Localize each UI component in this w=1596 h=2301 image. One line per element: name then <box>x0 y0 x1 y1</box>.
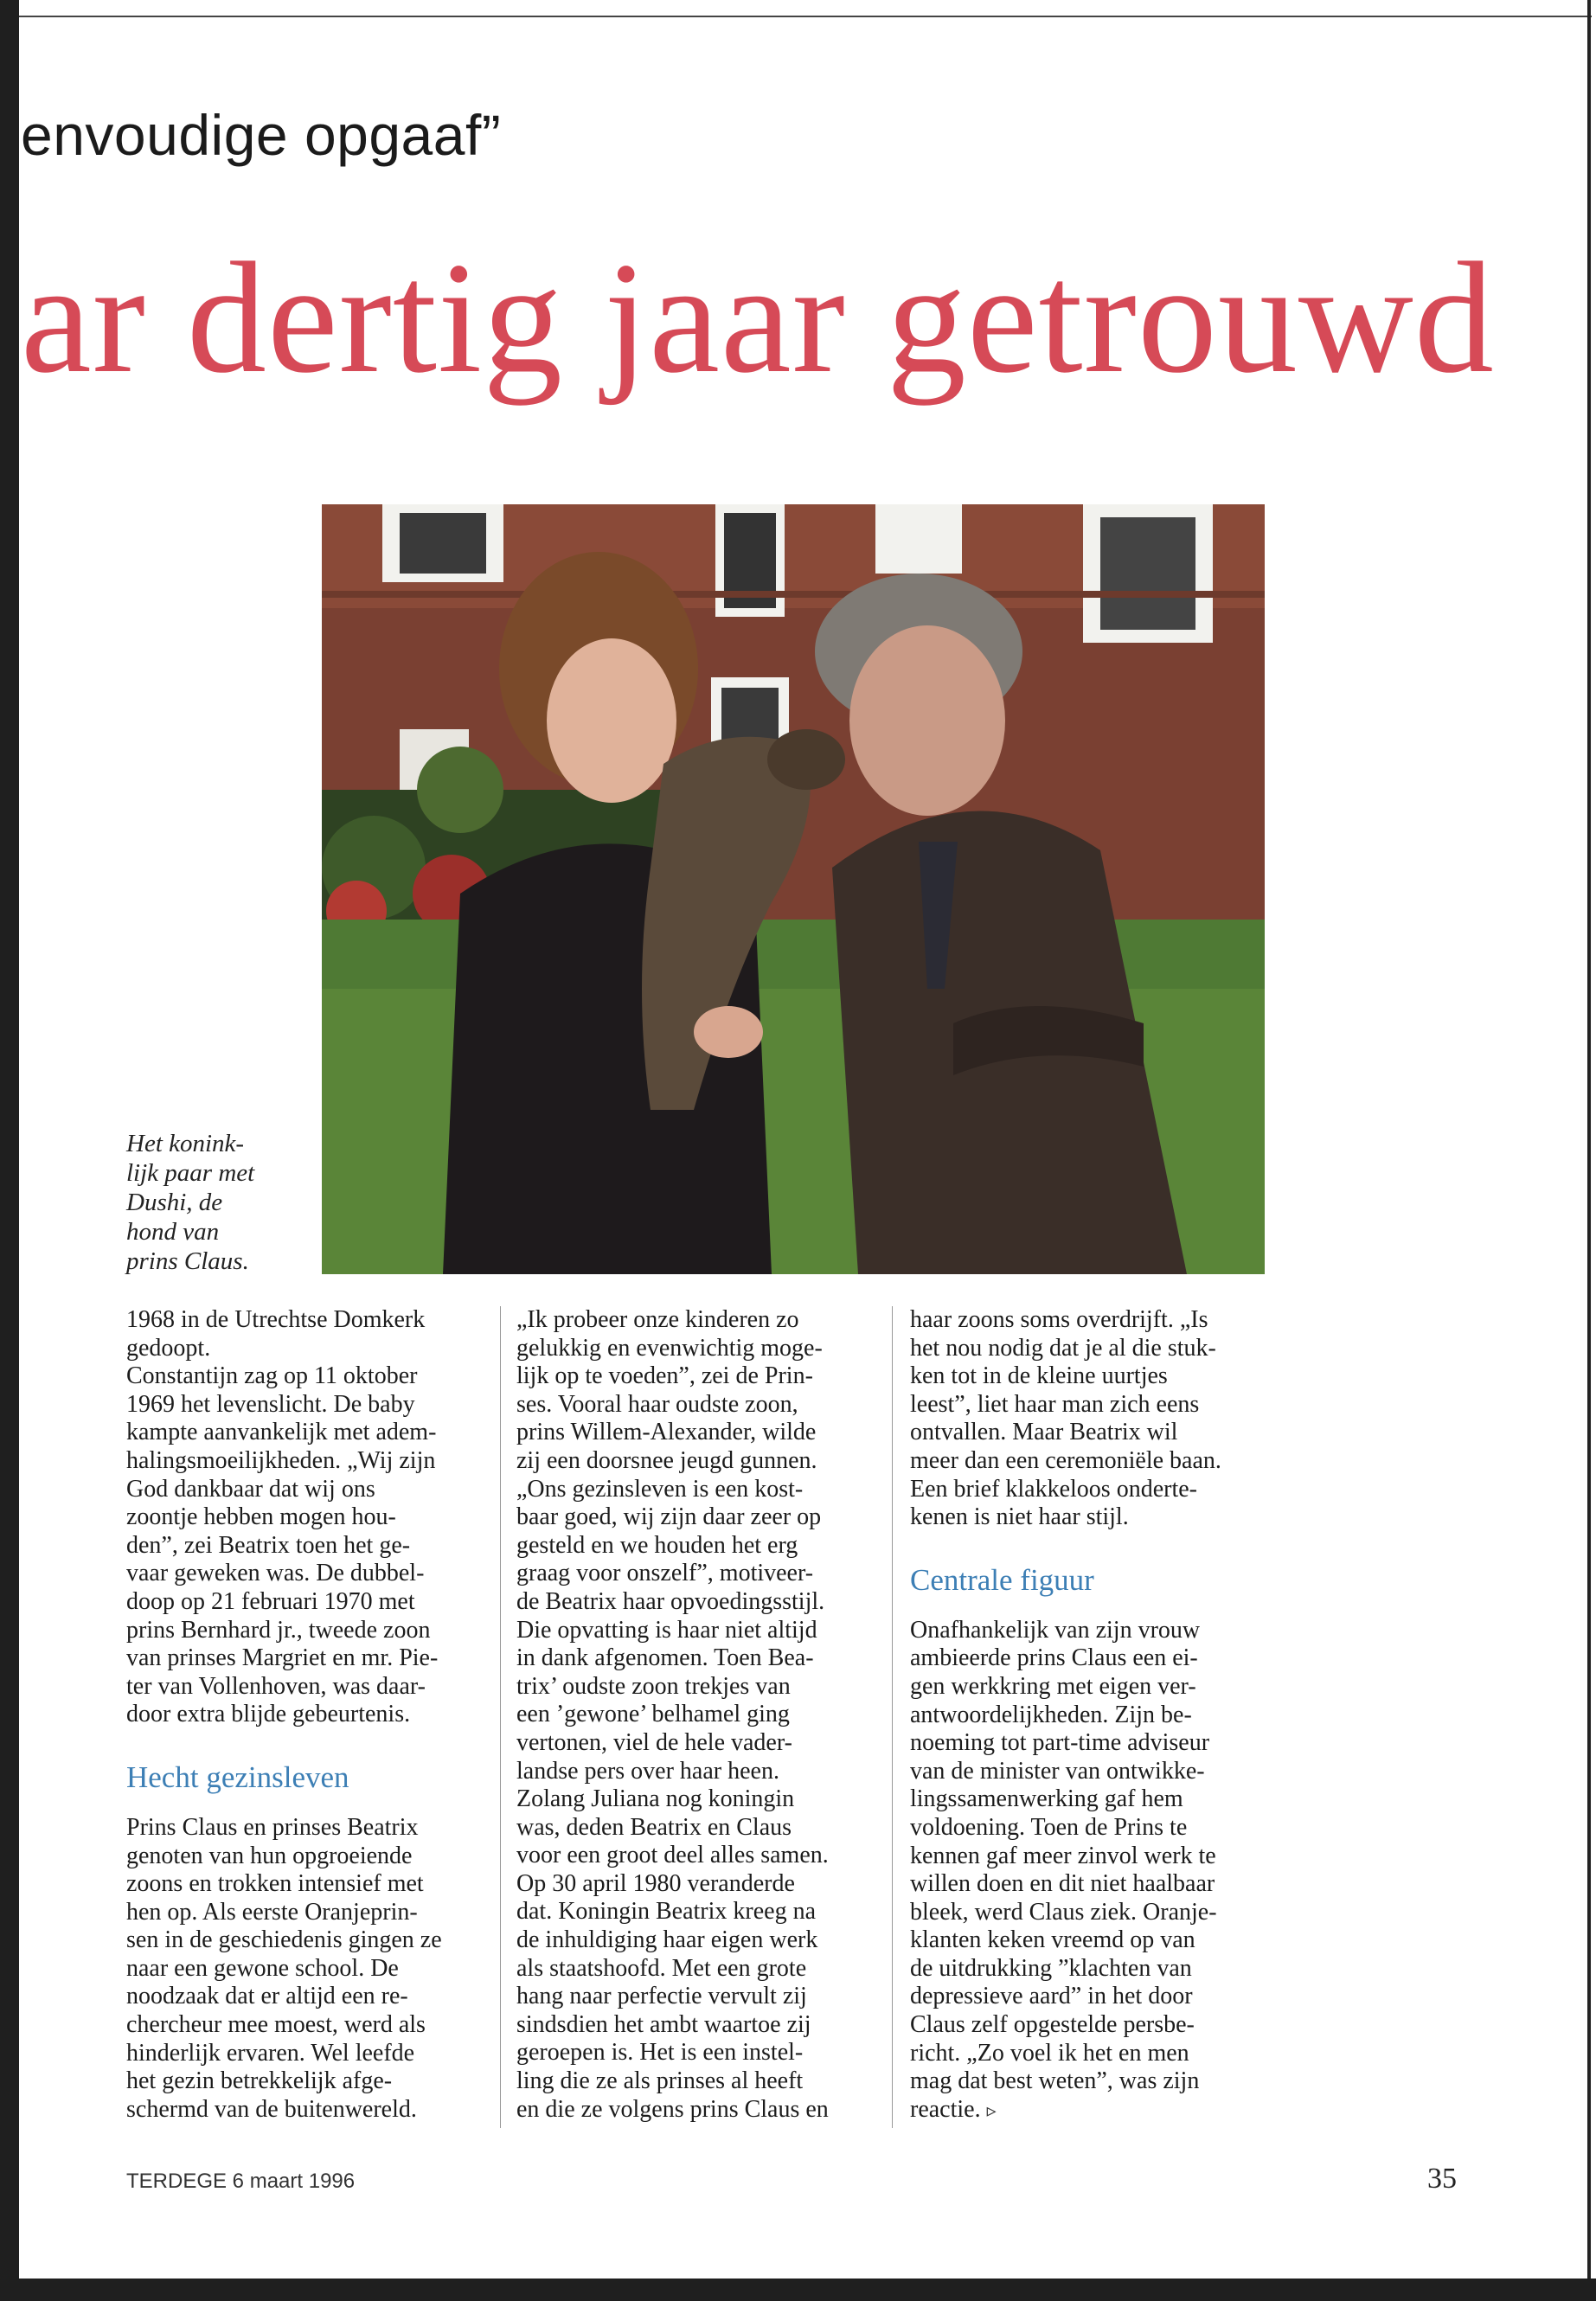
body-line: sindsdien het ambt waartoe zij <box>516 2010 811 2038</box>
caption-line: lijk paar met <box>126 1159 255 1187</box>
photo-royal-couple-with-dog-icon <box>322 504 1265 1274</box>
body-line: mag dat best weten”, was zijn <box>910 2067 1200 2095</box>
body-line: het nou nodig dat je al die stuk- <box>910 1334 1216 1362</box>
body-line: dat. Koningin Beatrix kreeg na <box>516 1898 817 1926</box>
body-line: 1969 het levenslicht. De baby <box>126 1390 415 1418</box>
section-heading-hecht-gezinsleven: Hecht gezinsleven <box>126 1759 349 1794</box>
article-column-2 <box>516 1306 871 2124</box>
scan-bottom-border <box>0 2279 1596 2301</box>
body-line: landse pers over haar heen. <box>516 1757 779 1785</box>
body-line: voor een groot deel alles samen. <box>516 1842 829 1869</box>
body-line: een ’gewone’ belhamel ging <box>516 1701 790 1728</box>
body-line: 1968 in de Utrechtse Domkerk <box>126 1306 426 1333</box>
body-line: ontvallen. Maar Beatrix wil <box>910 1419 1178 1446</box>
body-line: „Ik probeer onze kinderen zo <box>516 1306 799 1333</box>
body-line: hen op. Als eerste Oranjeprin- <box>126 1898 418 1926</box>
column-divider <box>892 1306 893 2128</box>
body-line: genoten van hun opgroeiende <box>126 1842 413 1869</box>
body-line: trix’ oudste zoon trekjes van <box>516 1672 791 1700</box>
section-heading-centrale-figuur: Centrale figuur <box>910 1562 1094 1597</box>
body-line: ling die ze als prinses al heeft <box>516 2067 804 2095</box>
body-line: naar een gewone school. De <box>126 1954 399 1982</box>
body-line: baar goed, wij zijn daar zeer op <box>516 1503 822 1531</box>
body-line: van de minister van ontwikke- <box>910 1757 1205 1785</box>
body-line: kenen is niet haar stijl. <box>910 1503 1129 1531</box>
scan-left-border <box>0 0 19 2301</box>
body-line: Zolang Juliana nog koningin <box>516 1785 795 1813</box>
body-line: noodzaak dat er altijd een re- <box>126 1983 408 2010</box>
body-line: gen werkkring met eigen ver- <box>910 1672 1196 1700</box>
body-line: voldoening. Toen de Prins te <box>910 1813 1188 1841</box>
end-of-article-icon: ▹ <box>986 2099 997 2121</box>
body-line: klanten keken vreemd op van <box>910 1926 1195 1954</box>
caption-line: Dushi, de <box>126 1189 223 1216</box>
body-line: Die opvatting is haar niet altijd <box>516 1616 817 1644</box>
body-line: halingsmoeilijkheden. „Wij zijn <box>126 1446 436 1474</box>
body-line: schermd van de buitenwereld. <box>126 2095 417 2123</box>
article-column-1 <box>126 1306 472 2124</box>
body-line: gedoopt. <box>126 1334 211 1362</box>
body-line: ambieerde prins Claus een ei- <box>910 1644 1198 1672</box>
body-line: Onafhankelijk van zijn vrouw <box>910 1616 1201 1644</box>
body-line: gelukkig en evenwichtig moge- <box>516 1334 823 1362</box>
caption-line: prins Claus. <box>126 1247 249 1275</box>
royal-couple-photo <box>322 504 1265 1274</box>
body-line: ter van Vollenhoven, was daar- <box>126 1672 426 1700</box>
body-line: meer dan een ceremoniële baan. <box>910 1446 1221 1474</box>
column-divider <box>500 1306 501 2128</box>
body-line: willen doen en dit niet haalbaar <box>910 1870 1215 1898</box>
body-line: prins Willem-Alexander, wilde <box>516 1419 817 1446</box>
body-line: chercheur mee moest, werd als <box>126 2011 426 2039</box>
body-line: van prinses Margriet en mr. Pie- <box>126 1644 439 1672</box>
body-line: doop op 21 februari 1970 met <box>126 1587 415 1615</box>
body-line: vertonen, viel de hele vader- <box>516 1728 792 1756</box>
body-line: God dankbaar dat wij ons <box>126 1475 375 1503</box>
body-line: kennen gaf meer zinvol werk te <box>910 1842 1216 1869</box>
body-line: de inhuldiging haar eigen werk <box>516 1926 818 1954</box>
body-line: zoons en trokken intensief met <box>126 1870 424 1898</box>
article-column-3 <box>910 1306 1273 2125</box>
body-line: als staatshoofd. Met een grote <box>516 1954 807 1982</box>
right-rule <box>1587 0 1591 2301</box>
body-line: „Ons gezinsleven is een kost- <box>516 1475 804 1503</box>
body-line: kampte aanvankelijk met adem- <box>126 1419 437 1446</box>
body-line: reactie. <box>910 2095 981 2123</box>
article-subtitle: envoudige opgaaf” <box>21 103 502 167</box>
body-line: depressieve aard” in het door <box>910 1983 1193 2010</box>
body-line: ken tot in de kleine uurtjes <box>910 1362 1168 1390</box>
body-line: Prins Claus en prinses Beatrix <box>126 1813 419 1841</box>
body-line: geroepen is. Het is een instel- <box>516 2039 804 2067</box>
body-line: sen in de geschiedenis gingen ze <box>126 1926 442 1954</box>
body-line-last <box>910 2096 1273 2125</box>
photo-caption <box>126 1129 308 1276</box>
top-rule <box>19 16 1592 17</box>
body-line: door extra blijde gebeurtenis. <box>126 1701 411 1728</box>
body-line: hinderlijk ervaren. Wel leefde <box>126 2039 415 2067</box>
body-line: gesteld en we houden het erg <box>516 1531 798 1559</box>
body-line: leest”, liet haar man zich eens <box>910 1390 1200 1418</box>
body-line: graag voor onszelf”, motiveer- <box>516 1560 814 1587</box>
body-line: noeming tot part-time adviseur <box>910 1729 1210 1757</box>
caption-line: hond van <box>126 1218 220 1246</box>
body-line: de uitdrukking ”klachten van <box>910 1954 1192 1982</box>
body-line: antwoordelijkheden. Zijn be- <box>910 1701 1192 1728</box>
body-line: richt. „Zo voel ik het en men <box>910 2039 1189 2067</box>
body-line: bleek, werd Claus ziek. Oranje- <box>910 1898 1217 1926</box>
body-line: lijk op te voeden”, zei de Prin- <box>516 1362 813 1390</box>
body-line: lingssamenwerking gaf hem <box>910 1785 1183 1813</box>
body-line: in dank afgenomen. Toen Bea- <box>516 1644 814 1672</box>
body-line: de Beatrix haar opvoedingsstijl. <box>516 1587 825 1615</box>
article-headline: ar dertig jaar getrouwd <box>21 229 1495 406</box>
page-number: 35 <box>1427 2163 1457 2195</box>
publication-footer: TERDEGE 6 maart 1996 <box>126 2170 356 2193</box>
body-line: en die ze volgens prins Claus en <box>516 2095 829 2123</box>
body-line: Een brief klakkeloos onderte- <box>910 1475 1197 1503</box>
body-line: het gezin betrekkelijk afge- <box>126 2067 393 2095</box>
body-line: Constantijn zag op 11 oktober <box>126 1362 418 1390</box>
body-line: Claus zelf opgestelde persbe- <box>910 2011 1195 2039</box>
body-line: haar zoons soms overdrijft. „Is <box>910 1306 1208 1333</box>
caption-line: Het konink- <box>126 1130 245 1157</box>
body-line: den”, zei Beatrix toen het ge- <box>126 1531 411 1559</box>
body-line: Op 30 april 1980 veranderde <box>516 1869 795 1897</box>
body-line: ses. Vooral haar oudste zoon, <box>516 1390 798 1418</box>
body-line: vaar geweken was. De dubbel- <box>126 1560 425 1587</box>
body-line: hang naar perfectie vervult zij <box>516 1983 807 2010</box>
body-line: zoontje hebben mogen hou- <box>126 1503 396 1531</box>
body-line: zij een doorsnee jeugd gunnen. <box>516 1446 817 1474</box>
body-line: was, deden Beatrix en Claus <box>516 1813 792 1841</box>
body-line: prins Bernhard jr., tweede zoon <box>126 1616 431 1644</box>
